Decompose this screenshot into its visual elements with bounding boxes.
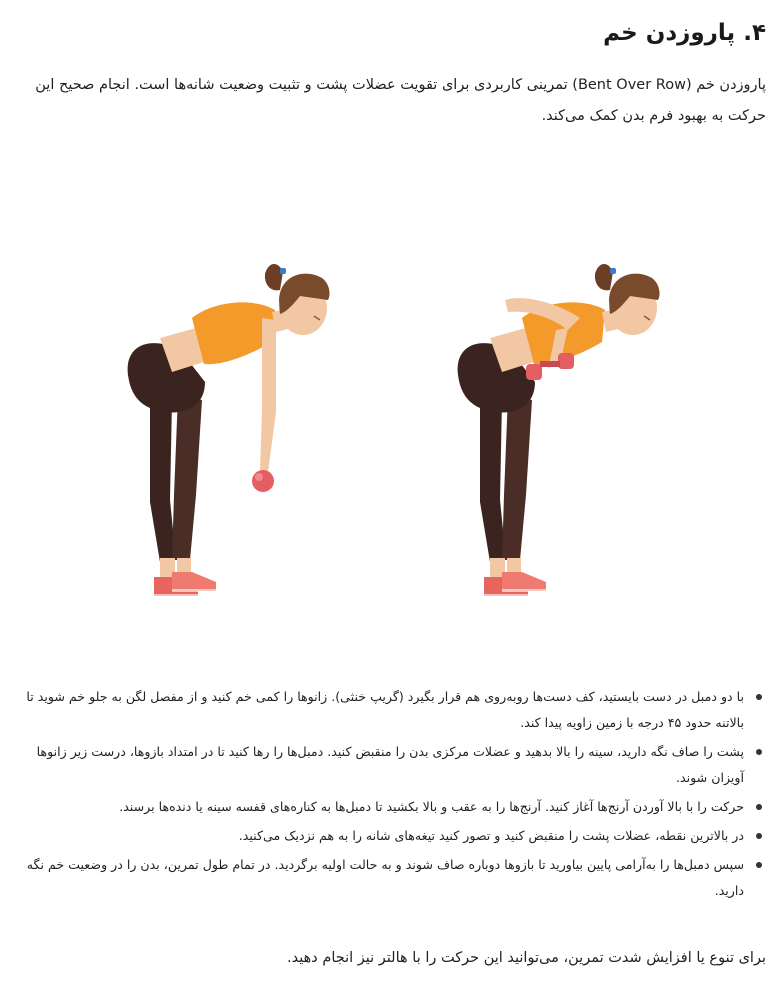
intro-paragraph: پاروزدن خم (Bent Over Row) تمرینی کاربردی برای تقویت عضلات پشت و تثبیت وضعیت شانه‌ها است. انجام صحیح این حرکت به بهبود فرم بدن کمک می‌کند. xyxy=(35,77,766,124)
section-heading: ۴. پاروزدن خم xyxy=(603,20,766,46)
figure-arms-rowing xyxy=(458,264,660,597)
list-item: با دو دمبل در دست بایستید، کف دست‌ها روبه‌روی هم قرار بگیرد (گریپ خنثی). زانوها را کمی خم کنید و از مفصل لگن به جلو خم شوید تا بالاتنه حدود ۴۵ درجه با زمین زاویه پیدا کند. xyxy=(2,684,744,736)
list-item: حرکت را با بالا آوردن آرنج‌ها آغاز کنید. آرنج‌ها را به عقب و بالا بکشید تا دمبل‌ها به کناره‌های قفسه سینه یا دنده‌ها برسند. xyxy=(2,794,744,820)
figure-arms-extended xyxy=(128,264,330,597)
list-item: پشت را صاف نگه دارید، سینه را بالا بدهید و عضلات مرکزی بدن را منقبض کنید. دمبل‌ها را رها کنید تا در امتداد بازوها، درست زیر زانوها آویزان شوند. xyxy=(2,739,744,791)
dumbbell-icon xyxy=(252,470,274,492)
list-item: در بالاترین نقطه، عضلات پشت را منقبض کنید و تصور کنید تیغه‌های شانه را به هم نزدیک می‌کنید. xyxy=(2,823,744,849)
dumbbell-icon xyxy=(526,364,542,380)
steps-list xyxy=(2,684,766,907)
list-item: سپس دمبل‌ها را به‌آرامی پایین بیاورید تا بازوها دوباره صاف شوند و به حالت اولیه برگردید. در تمام طول تمرین، بدن را در وضعیت خم نگه دارید. xyxy=(2,852,744,904)
exercise-illustration xyxy=(0,150,780,670)
closing-paragraph: برای تنوع یا افزایش شدت تمرین، می‌توانید این حرکت را با هالتر نیز انجام دهید. xyxy=(287,950,766,966)
